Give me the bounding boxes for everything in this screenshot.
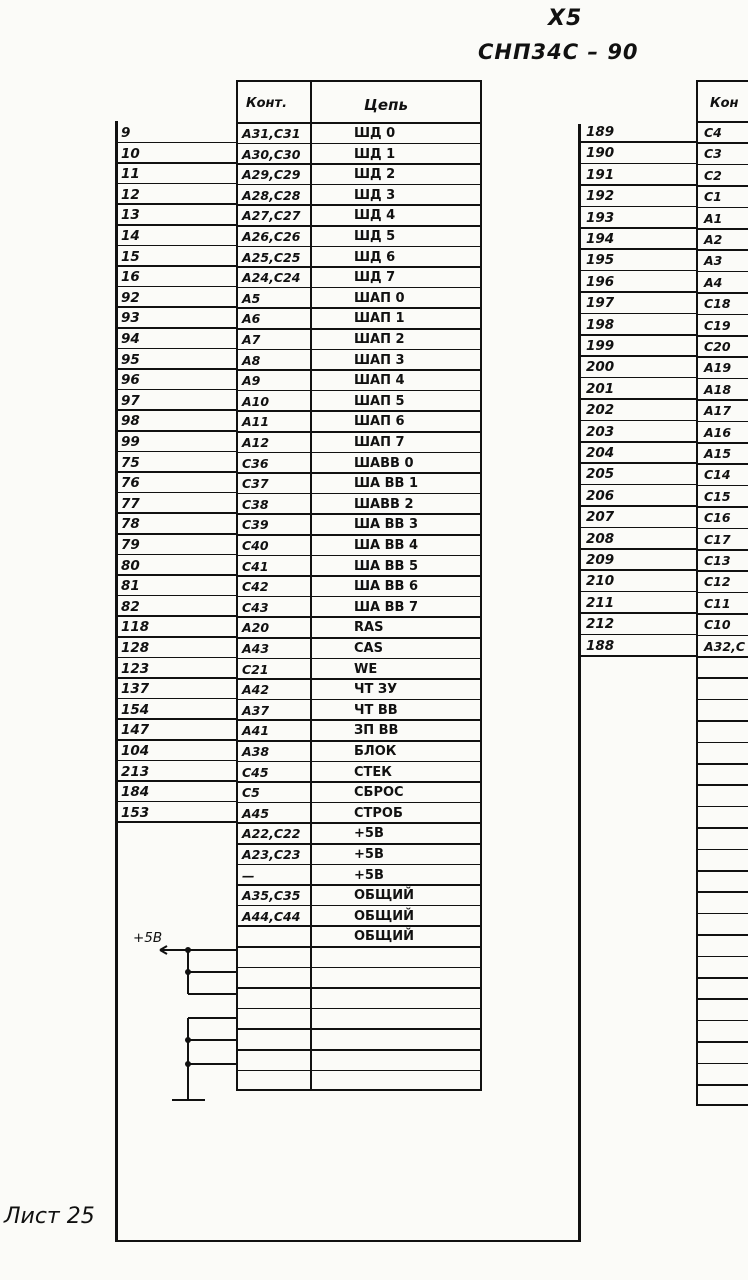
right-pin-number: 202 (586, 402, 615, 419)
right-table-row-line (696, 1063, 748, 1065)
right-table-row-line (696, 271, 748, 273)
right-table-row-line (696, 956, 748, 958)
right-pin-wire (580, 355, 696, 357)
right-contact-cell: A17 (704, 403, 732, 419)
right-contact-cell: A1 (704, 210, 723, 226)
left-pin-number: 153 (121, 804, 150, 821)
right-contact-cell: A4 (704, 274, 723, 290)
ground-junction-dot (185, 1061, 191, 1067)
left-contact-cell: A9 (242, 373, 261, 389)
right-pin-wire (580, 227, 696, 229)
left-contact-cell: C45 (242, 764, 269, 780)
left-contact-cell: A43 (242, 641, 270, 656)
right-header-contact: Кон (710, 96, 739, 111)
drawing-title-connector-type: СНП34С – 90 (478, 40, 639, 64)
right-pin-number: 206 (586, 487, 615, 504)
right-pin-number: 212 (586, 616, 615, 633)
left-pin-number: 12 (121, 186, 140, 203)
left-contact-cell: A31,C31 (242, 126, 301, 141)
left-pin-number: 82 (121, 598, 140, 615)
right-table-row-line (696, 806, 748, 808)
left-signal-cell: +5В (354, 826, 384, 842)
left-contact-cell: A27,C27 (242, 208, 301, 224)
right-contact-cell: A19 (704, 360, 732, 376)
left-contact-cell: A38 (242, 744, 270, 759)
left-pin-number: 97 (121, 392, 140, 409)
right-table-row-line (696, 399, 748, 401)
left-signal-cell: ШД 3 (354, 187, 396, 203)
left-pin-number: 92 (121, 289, 140, 306)
right-contact-cell: C17 (704, 531, 731, 547)
right-table-row-line (696, 292, 748, 294)
left-signal-cell: CAS (354, 641, 383, 656)
right-pin-wire (580, 291, 696, 293)
left-signal-cell: ШАП 1 (354, 311, 405, 327)
left-pin-number: 80 (121, 557, 140, 574)
right-table-row-line (696, 421, 748, 423)
right-table-row-line (696, 913, 748, 915)
right-pin-number: 188 (586, 637, 615, 654)
left-signal-cell: ШД 7 (354, 270, 396, 286)
left-pin-number: 118 (121, 619, 150, 636)
right-pin-number: 198 (586, 316, 615, 333)
left-contact-cell: A45 (242, 805, 270, 821)
right-table-row-line (696, 207, 748, 209)
left-contact-cell: C43 (242, 599, 269, 615)
plus5-junction-dot (185, 969, 191, 975)
left-pin-number: 16 (121, 269, 140, 286)
right-pin-wire (580, 334, 696, 336)
left-pin-number: 9 (121, 125, 131, 141)
left-pin-number: 11 (121, 166, 140, 183)
left-contact-cell: C36 (242, 455, 269, 471)
right-pin-wire (580, 634, 696, 636)
right-pin-number: 209 (586, 552, 615, 568)
left-signal-cell: ЧТ ЗУ (354, 682, 398, 698)
right-pin-number: 190 (586, 145, 615, 162)
left-pin-number: 78 (121, 516, 140, 533)
left-contact-cell: C39 (242, 517, 269, 533)
left-header-contact: Конт. (246, 96, 288, 111)
right-table-row-line (696, 1041, 748, 1043)
left-contact-cell: A42 (242, 682, 270, 698)
right-pin-number: 199 (586, 338, 615, 354)
right-contact-cell: A18 (704, 381, 732, 397)
left-signal-cell: ШД 1 (354, 146, 396, 162)
right-table-row-line (696, 506, 748, 508)
right-pin-number: 208 (586, 530, 615, 547)
right-table-row-line (696, 934, 748, 936)
left-signal-cell: СТРОБ (354, 805, 403, 821)
right-table-row-line (696, 699, 748, 701)
left-contact-cell: C5 (242, 785, 260, 801)
left-pin-number: 147 (121, 722, 150, 739)
right-table-row-line (696, 891, 748, 893)
left-contact-cell: — (242, 867, 255, 883)
left-signal-cell: ЧТ ВВ (354, 702, 398, 718)
right-table-row-line (696, 314, 748, 316)
right-table-row-line (696, 635, 748, 637)
right-contact-cell: C4 (704, 125, 722, 140)
right-table-row-line (696, 613, 748, 615)
right-contact-cell: C15 (704, 488, 731, 504)
right-table-row-line (696, 870, 748, 872)
left-signal-cell: ШД 2 (354, 167, 396, 183)
right-pin-number: 200 (586, 359, 615, 376)
right-pin-wire (580, 313, 696, 315)
left-contact-cell: A24,C24 (242, 270, 301, 286)
right-table-row-line (696, 849, 748, 851)
right-table-row-line (696, 442, 748, 444)
left-signal-cell: ШАП 5 (354, 393, 405, 409)
left-signal-cell: ОБЩИЙ (354, 888, 414, 904)
left-signal-cell: ШД 0 (354, 126, 396, 141)
right-contact-cell: C1 (704, 189, 722, 205)
right-pin-number: 193 (586, 209, 615, 226)
right-table-row-line (696, 249, 748, 251)
right-table-row-line (696, 185, 748, 187)
right-table-row-line (696, 763, 748, 765)
right-pin-wire (580, 248, 696, 250)
left-pin-number: 79 (121, 537, 140, 553)
left-signal-cell: ША ВВ 1 (354, 476, 419, 492)
left-signal-cell: БЛОК (354, 744, 397, 759)
left-pin-number: 128 (121, 640, 150, 656)
right-pin-wire (580, 569, 696, 571)
left-contact-cell: A20 (242, 620, 270, 636)
left-pin-number: 15 (121, 248, 140, 265)
left-signal-cell: ШАП 7 (354, 435, 405, 450)
left-signal-cell: СТЕК (354, 764, 392, 780)
right-table-row-line (696, 977, 748, 979)
right-pin-number: 194 (586, 231, 615, 247)
left-contact-cell: A8 (242, 352, 261, 368)
right-table-row-line (696, 549, 748, 551)
right-table-row-line (696, 677, 748, 679)
right-contact-cell: C14 (704, 467, 731, 483)
sheet-number: Лист 25 (4, 1204, 95, 1229)
right-table-row-line (696, 228, 748, 230)
right-pin-number: 195 (586, 252, 615, 269)
plus5-junction-dot (185, 947, 191, 953)
left-contact-cell: A11 (242, 414, 270, 430)
left-contact-cell: A29,C29 (242, 167, 301, 183)
left-contact-cell: A28,C28 (242, 187, 301, 203)
left-contact-cell: C21 (242, 661, 269, 677)
left-contact-cell: C40 (242, 538, 269, 553)
left-signal-cell: ШАП 0 (354, 290, 405, 306)
left-signal-cell: СБРОС (354, 785, 404, 801)
right-pin-number: 210 (586, 573, 615, 590)
drawing-title-x5: X5 (548, 6, 583, 31)
right-table-row-line (696, 592, 748, 594)
left-pin-number: 95 (121, 351, 140, 368)
left-pin-number: 184 (121, 784, 150, 801)
left-contact-cell: C38 (242, 496, 269, 512)
left-contact-cell: A22,C22 (242, 826, 301, 842)
right-pin-number: 192 (586, 188, 615, 205)
right-contact-cell: C19 (704, 317, 731, 333)
left-contact-cell: A6 (242, 311, 261, 327)
right-pin-wire (580, 527, 696, 529)
left-pin-number: 77 (121, 495, 140, 512)
left-header-circuit: Цепь (364, 96, 408, 114)
left-pin-number: 154 (121, 701, 150, 718)
right-contact-cell: C11 (704, 595, 731, 611)
left-contact-cell: C41 (242, 558, 269, 574)
left-signal-cell: ОБЩИЙ (354, 908, 414, 924)
right-table-row-line (696, 827, 748, 829)
right-table-row-line (696, 784, 748, 786)
left-signal-cell: RAS (354, 620, 384, 636)
right-table-row-line (696, 1020, 748, 1022)
left-signal-cell: ШД 6 (354, 249, 396, 265)
right-table-row-line (696, 742, 748, 744)
left-signal-cell: +5В (354, 867, 384, 883)
right-table-row-line (696, 335, 748, 337)
right-table-row-line (696, 378, 748, 380)
left-signal-cell: ШАП 6 (354, 414, 405, 430)
left-pin-number: 104 (121, 743, 150, 759)
right-pin-wire (580, 505, 696, 507)
left-contact-cell: A5 (242, 290, 261, 306)
right-pin-number: 191 (586, 166, 615, 183)
left-signal-cell: ОБЩИЙ (354, 929, 414, 945)
right-table-row-line (696, 142, 748, 144)
left-pin-number: 81 (121, 578, 140, 595)
right-pin-wire (580, 612, 696, 614)
plus5-label: +5В (133, 930, 163, 946)
left-contact-cell: A30,C30 (242, 146, 301, 162)
right-table-row-line (696, 998, 748, 1000)
right-pin-wire (580, 377, 696, 379)
left-contact-cell: A7 (242, 332, 261, 347)
left-pin-number: 123 (121, 660, 150, 677)
right-pin-number: 207 (586, 509, 615, 526)
left-pin-number: 76 (121, 475, 140, 492)
left-pin-number: 213 (121, 763, 150, 780)
left-contact-cell: A10 (242, 393, 270, 409)
left-contact-cell: C42 (242, 579, 269, 595)
left-signal-cell: ША ВВ 4 (354, 538, 419, 553)
right-pin-number: 204 (586, 445, 615, 461)
right-table-row-line (696, 570, 748, 572)
right-pin-wire (580, 548, 696, 550)
left-pin-number: 137 (121, 681, 150, 698)
left-signal-cell: ШАП 3 (354, 352, 405, 368)
left-contact-cell: A25,C25 (242, 249, 301, 265)
right-contact-cell: C16 (704, 510, 731, 526)
left-pin-number: 94 (121, 331, 140, 347)
left-signal-cell: ШАВВ 2 (354, 496, 414, 512)
right-contact-cell: A3 (704, 253, 723, 269)
right-pin-wire (580, 270, 696, 272)
left-pin-number: 93 (121, 310, 140, 327)
right-pin-wire (580, 441, 696, 443)
right-pin-wire (580, 184, 696, 186)
right-contact-cell: A2 (704, 232, 723, 247)
right-contact-cell: C13 (704, 553, 731, 568)
right-table-row-line (696, 485, 748, 487)
right-pin-number: 189 (586, 124, 615, 140)
right-contact-cell: C18 (704, 296, 731, 312)
left-signal-cell: +5В (354, 847, 384, 862)
right-pin-wire (580, 141, 696, 143)
right-table-row-line (696, 356, 748, 358)
left-contact-cell: A41 (242, 723, 270, 739)
left-pin-number: 13 (121, 207, 140, 224)
left-contact-cell: A12 (242, 435, 270, 450)
left-contact-cell: A26,C26 (242, 229, 301, 244)
right-contact-cell: A16 (704, 424, 732, 440)
right-contact-cell: C20 (704, 339, 731, 354)
right-contact-cell: A15 (704, 446, 732, 461)
left-pin-number: 99 (121, 434, 140, 450)
right-table-row-line (696, 463, 748, 465)
right-pin-wire (580, 462, 696, 464)
right-table-row-line (696, 656, 748, 658)
left-contact-cell: A23,C23 (242, 847, 301, 862)
right-contact-cell: C10 (704, 617, 731, 633)
right-table-row-line (696, 1084, 748, 1086)
left-signal-cell: ША ВВ 6 (354, 579, 419, 595)
left-signal-cell: ША ВВ 5 (354, 558, 419, 574)
left-pin-number: 75 (121, 454, 140, 471)
right-table-row-line (696, 164, 748, 166)
right-pin-number: 201 (586, 380, 615, 397)
right-table-row-line (696, 121, 748, 123)
right-table-row-line (696, 720, 748, 722)
right-pin-number: 211 (586, 594, 615, 611)
right-pin-wire (580, 484, 696, 486)
left-contact-cell: A44,C44 (242, 908, 301, 924)
left-signal-cell: ШАВВ 0 (354, 455, 414, 471)
left-signal-cell: ЗП ВВ (354, 723, 399, 739)
left-signal-cell: ШАП 4 (354, 373, 405, 389)
left-signal-cell: ША ВВ 7 (354, 599, 419, 615)
left-signal-cell: ША ВВ 3 (354, 517, 419, 533)
right-contact-cell: A32,C (704, 638, 745, 654)
left-signal-cell: ШАП 2 (354, 332, 405, 347)
right-pin-wire (580, 655, 696, 657)
left-signal-cell: ШД 5 (354, 229, 396, 244)
right-pin-number: 196 (586, 273, 615, 290)
left-pin-number: 10 (121, 145, 140, 162)
right-pin-number: 203 (586, 423, 615, 440)
right-pin-wire (580, 398, 696, 400)
right-contact-cell: C3 (704, 146, 722, 162)
left-signal-cell: ШД 4 (354, 208, 396, 224)
left-pin-number: 96 (121, 372, 140, 389)
left-contact-cell: A37 (242, 702, 270, 718)
left-pin-number: 14 (121, 228, 140, 244)
left-pin-number: 98 (121, 413, 140, 430)
right-pin-wire (580, 206, 696, 208)
right-pin-number: 197 (586, 295, 615, 312)
left-contact-cell: A35,C35 (242, 888, 301, 904)
right-table-row-line (696, 528, 748, 530)
right-pin-wire (580, 591, 696, 593)
right-pin-number: 205 (586, 466, 615, 483)
right-pin-wire (580, 163, 696, 165)
right-pin-wire (580, 420, 696, 422)
right-contact-cell: C2 (704, 167, 722, 183)
right-contact-cell: C12 (704, 574, 731, 590)
ground-junction-dot (185, 1037, 191, 1043)
left-signal-cell: WE (354, 661, 378, 677)
left-contact-cell: C37 (242, 476, 269, 492)
